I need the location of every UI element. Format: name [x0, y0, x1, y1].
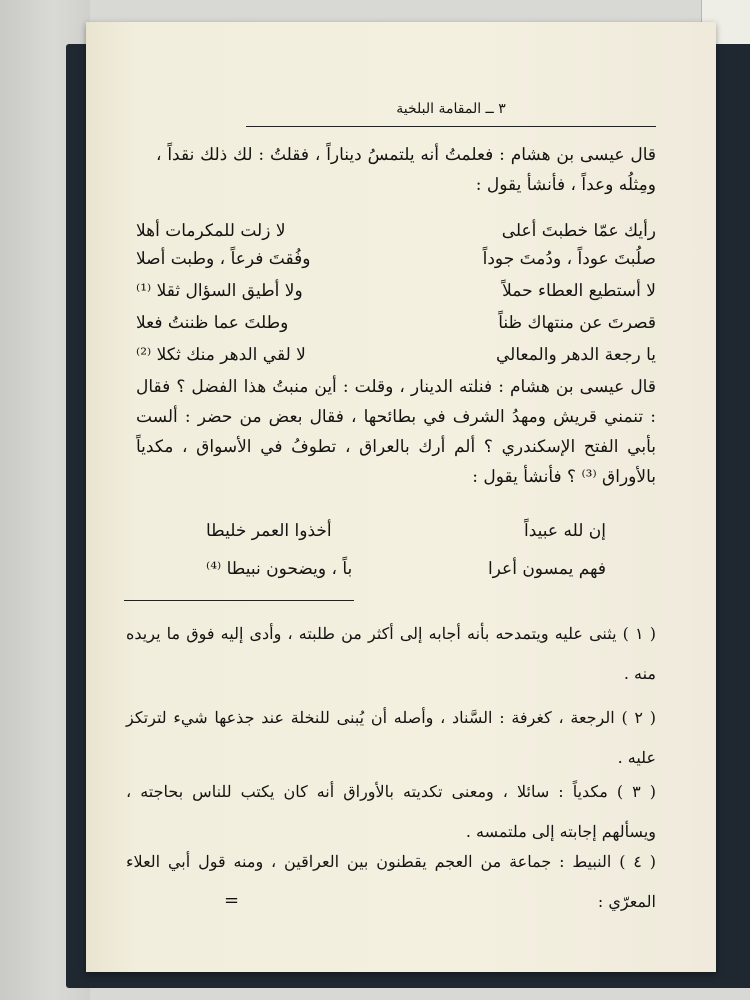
paragraph-2: قال عيسى بن هشام : فنلته الدينار ، وقلت : أين منبتُ هذا الفضل ؟ فقال : تنمني قريش ومهدُ الشرف في بطائحها ، فقال بعض من حضر : ألست بأبي الفتح الإسكندري ؟ ألم أرك بالعراق ، تطوفُ في الأسواق ، مكدياً بالأوراق ⁽³⁾ ؟ فأنشأ يقول : [136, 377, 656, 487]
continuation-mark: = [224, 890, 240, 911]
running-header: ٣ ــ المقامة البلخية [246, 92, 656, 127]
verse-second-hemistich: لا لقي الدهر منك ثكلا ⁽²⁾ [136, 345, 306, 365]
verse-second-hemistich: لا زلت للمكرمات أهلا [136, 221, 286, 241]
verse-line [206, 554, 606, 584]
verse-second-hemistich: وفُقتَ فرعاً ، وطبت أصلا [136, 249, 311, 269]
verse-line [136, 308, 656, 338]
footnote-1: ( ١ ) يثنى عليه ويتمدحه بأنه أجابه إلى أكثر من طلبته ، وأدى إليه فوق ما يريده منه . [126, 624, 657, 683]
verse-first-hemistich: قصرتَ عن منتهاك ظناً [498, 313, 656, 333]
book-page [86, 22, 716, 972]
paragraph-1: قال عيسى بن هشام : فعلمتُ أنه يلتمسُ ديناراً ، فقلتُ : لك ذلك نقداً ، ومِثلُه وعداً ، فأنشأ يقول : [156, 145, 656, 195]
verse-first-hemistich: يا رجعة الدهر والمعالي [496, 345, 656, 365]
verse-line [206, 516, 606, 546]
verse-second-hemistich: وطلتَ عما ظننتُ فعلا [136, 313, 289, 333]
verse-first-hemistich: إن لله عبيداً [524, 521, 606, 541]
footnote-4: ( ٤ ) النبيط : جماعة من العجم يقطنون بين العراقين ، ومنه قول أبي العلاء المعرّي : [126, 852, 656, 911]
verse-second-hemistich: باً ، ويضحون نبيطا ⁽⁴⁾ [206, 559, 353, 579]
verse-second-hemistich: ولا أطيق السؤال ثقلا ⁽¹⁾ [136, 281, 303, 301]
verse-first-hemistich: رأيك عمّا خطبتَ أعلى [501, 221, 656, 241]
footnote-separator [124, 600, 354, 601]
verse-first-hemistich: لا أستطيع العطاء حملاً [502, 281, 656, 301]
verse-line [136, 244, 656, 274]
verse-line [136, 276, 656, 306]
verse-first-hemistich: فهم يمسون أعرا [487, 559, 606, 579]
verse-line [136, 216, 656, 246]
footnote-2: ( ٢ ) الرجعة ، كغرفة : السَّناد ، وأصله أن يُبنى للنخلة عند جذعها شيء لترتكز عليه . [126, 708, 656, 767]
verse-first-hemistich: صلُبتَ عوداً ، ودُمتَ جوداً [482, 249, 656, 269]
verse-line [136, 340, 656, 370]
verse-second-hemistich: أخذوا العمر خليطا [206, 521, 332, 541]
footnote-3: ( ٣ ) مكدياً : سائلا ، ومعنى تكديته بالأوراق أنه كان يكتب للناس بحاجته ، ويسألهم إجابته إلى ملتمسه . [126, 782, 657, 841]
